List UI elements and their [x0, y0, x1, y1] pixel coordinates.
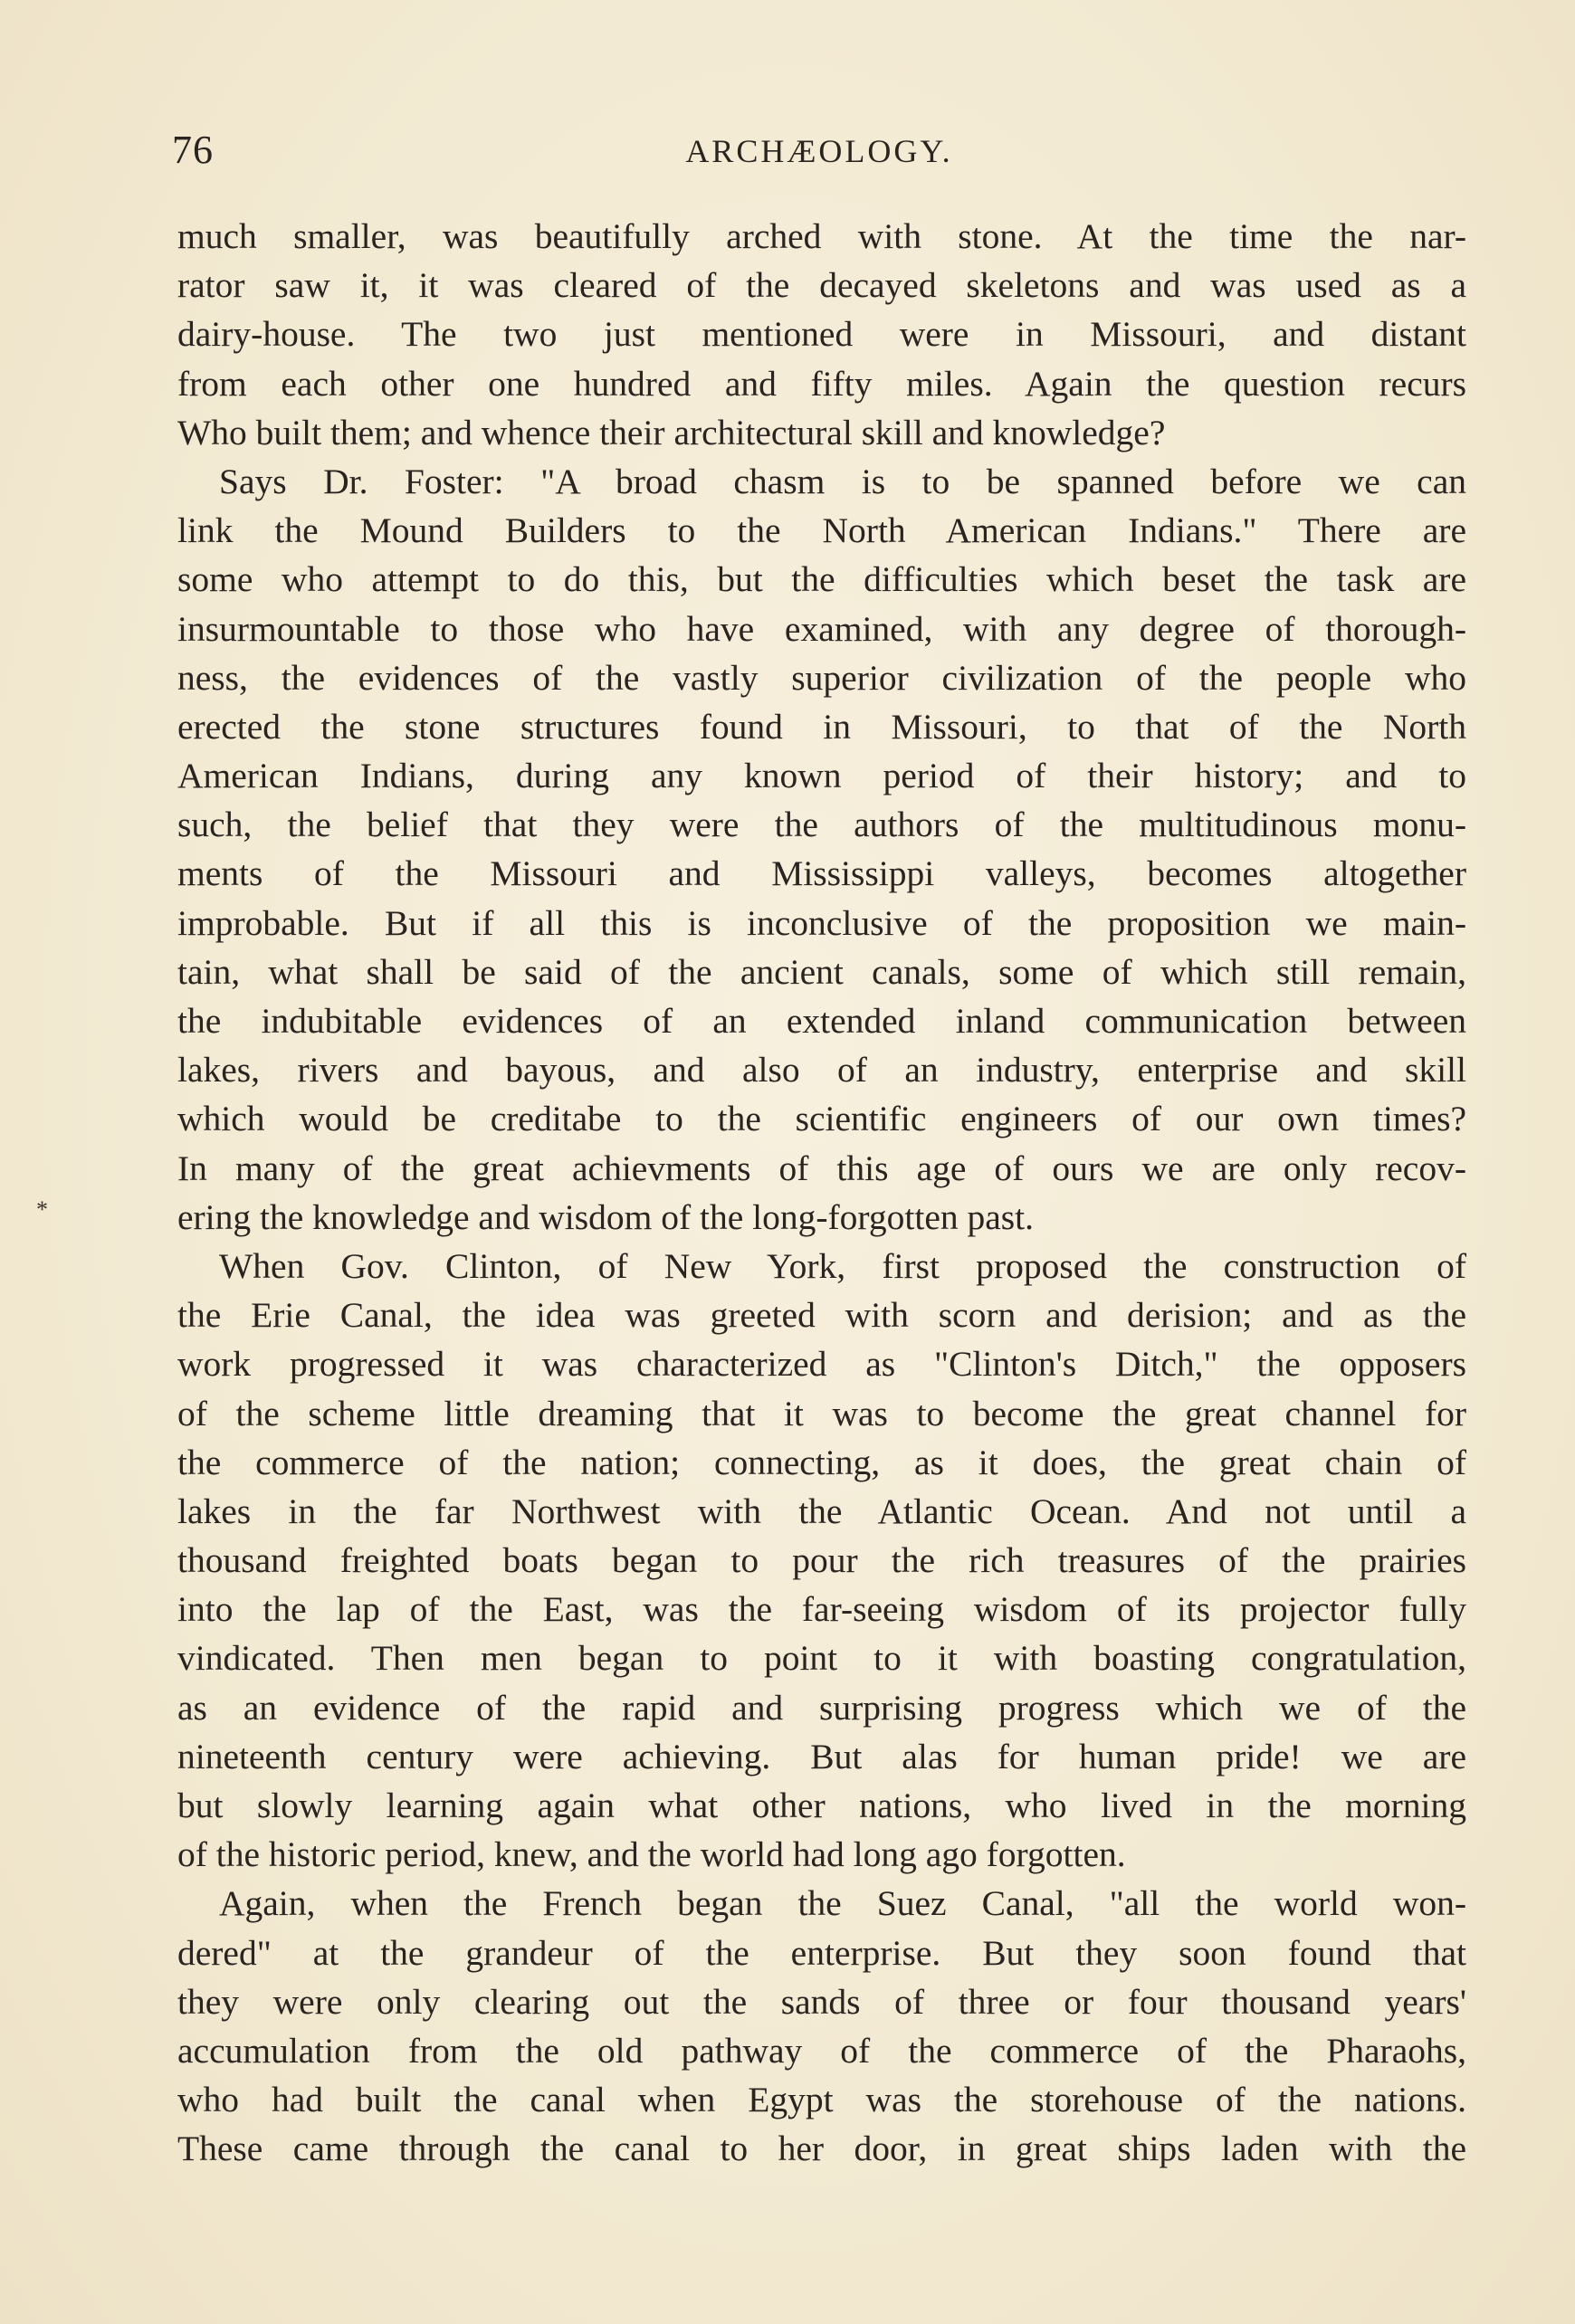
text-line: link the Mound Builders to the North American Indians." There are — [177, 510, 1466, 551]
text-line: such, the belief that they were the authors of the multitudinous monu- — [177, 805, 1466, 845]
text-line: the indubitable evidences of an extended inland communication between — [177, 1001, 1466, 1041]
text-line: lakes, rivers and bayous, and also of an industry, enterprise and skill — [177, 1050, 1466, 1091]
text-line: ering the knowledge and wisdom of the long-forgotten past. — [177, 1196, 1034, 1237]
text-line: dered" at the grandeur of the enterprise. But they soon found that — [177, 1932, 1466, 1973]
text-line: from each other one hundred and fifty miles. Again the question recurs — [177, 363, 1466, 404]
text-line: lakes in the far Northwest with the Atlantic Ocean. And not until a — [177, 1491, 1466, 1531]
running-title: ARCHÆOLOGY. — [685, 133, 953, 169]
text-line: tain, what shall be said of the ancient canals, some of which still remain, — [177, 951, 1466, 992]
text-line: insurmountable to those who have examined, with any degree of thorough- — [177, 608, 1466, 649]
text-line: rator saw it, it was cleared of the decayed skeletons and was used as a — [177, 265, 1466, 306]
text-line: improbable. But if all this is inconclusive of the proposition we main- — [177, 902, 1466, 943]
text-line: When Gov. Clinton, of New York, first proposed the construction of — [219, 1245, 1466, 1286]
text-line: vindicated. Then men began to point to it with boasting congratulation, — [177, 1638, 1466, 1679]
text-line: but slowly learning again what other nations, who lived in the morning — [177, 1786, 1466, 1825]
text-line: American Indians, during any known period of their history; and to — [177, 756, 1466, 796]
text-line: In many of the great achievments of this age of ours we are only recov- — [177, 1148, 1466, 1188]
text-line: ness, the evidences of the vastly superior civilization of the people who — [177, 657, 1466, 698]
body-text — [177, 212, 1466, 2174]
text-line: some who attempt to do this, but the difficulties which beset the task are — [177, 559, 1466, 600]
text-line: dairy-house. The two just mentioned were in Missouri, and distant — [177, 314, 1466, 355]
text-line: Again, when the French began the Suez Canal, "all the world won- — [219, 1883, 1466, 1924]
text-line: as an evidence of the rapid and surprising progress which we of the — [177, 1687, 1466, 1728]
text-line: the Erie Canal, the idea was greeted with scorn and derision; and as the — [177, 1295, 1466, 1336]
text-line: Who built them; and whence their architectural skill and knowledge? — [177, 412, 1166, 452]
text-line: of the historic period, knew, and the world had long ago forgotten. — [177, 1834, 1126, 1875]
page-header — [172, 127, 1466, 181]
margin-mark: * — [36, 1196, 48, 1223]
text-line: ments of the Missouri and Mississippi valleys, becomes altogether — [177, 853, 1466, 894]
text-line: erected the stone structures found in Missouri, to that of the North — [177, 706, 1466, 747]
text-line: These came through the canal to her door, in great ships laden with the — [177, 2129, 1466, 2169]
text-line: accumulation from the old pathway of the commerce of the Pharaohs, — [177, 2030, 1466, 2071]
text-line: they were only clearing out the sands of three or four thousand years' — [177, 1981, 1466, 2022]
text-line: who had built the canal when Egypt was the storehouse of the nations. — [177, 2080, 1466, 2120]
text-line: work progressed it was characterized as "Clinton's Ditch," the opposers — [177, 1344, 1466, 1385]
text-line: which would be creditabe to the scientific engineers of our own times? — [177, 1099, 1466, 1139]
text-line: into the lap of the East, was the far-seeing wisdom of its projector fully — [177, 1589, 1466, 1630]
text-line: thousand freighted boats began to pour the rich treasures of the prairies — [177, 1540, 1466, 1581]
text-line: much smaller, was beautifully arched with stone. At the time the nar- — [177, 216, 1466, 256]
text-line: Says Dr. Foster: "A broad chasm is to be spanned before we can — [219, 461, 1466, 501]
page-number: 76 — [172, 128, 214, 172]
text-line: the commerce of the nation; connecting, as it does, the great chain of — [177, 1442, 1466, 1482]
text-line: nineteenth century were achieving. But alas for human pride! we are — [177, 1736, 1466, 1776]
text-line: of the scheme little dreaming that it was to become the great channel for — [177, 1393, 1466, 1433]
